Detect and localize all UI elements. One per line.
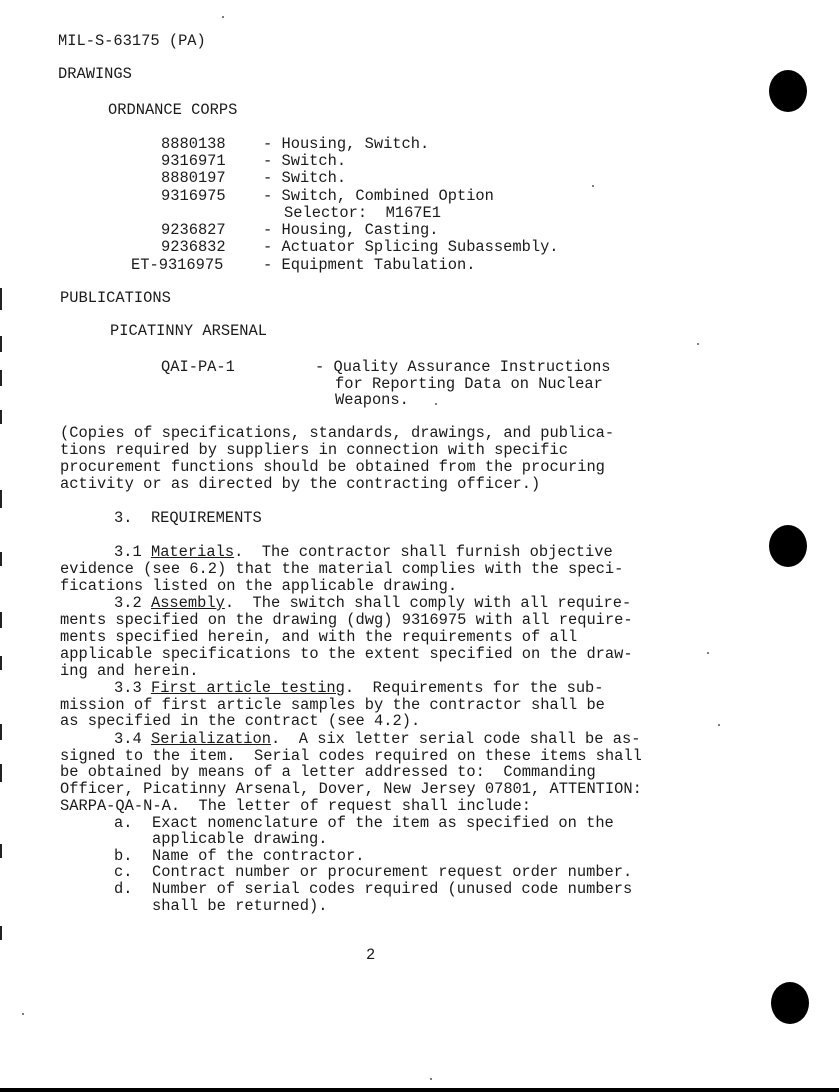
scan-speck bbox=[22, 1013, 24, 1015]
punch-hole bbox=[769, 525, 807, 567]
drawing-number: 8880197 bbox=[161, 169, 226, 187]
drawing-desc: - Switch. bbox=[263, 169, 347, 187]
drawing-desc: - Actuator Splicing Subassembly. bbox=[263, 238, 559, 256]
publication-desc-continued: Weapons. bbox=[335, 391, 409, 409]
scan-speck bbox=[592, 185, 594, 187]
list-item: Exact nomenclature of the item as specified on the bbox=[152, 814, 614, 832]
section-3-3-line: as specified in the contract (see 4.2). bbox=[60, 712, 421, 730]
scan-edge-mark bbox=[0, 724, 2, 740]
publications-heading: PUBLICATIONS bbox=[60, 289, 171, 307]
drawing-desc-continued: Selector: M167E1 bbox=[284, 204, 442, 222]
section-title: First article testing bbox=[150, 679, 345, 697]
publication-desc-continued: for Reporting Data on Nuclear bbox=[335, 375, 603, 393]
list-item: Name of the contractor. bbox=[152, 847, 365, 865]
publication-number: QAI-PA-1 bbox=[161, 358, 235, 376]
scan-edge-mark bbox=[0, 410, 2, 424]
copies-note-line: tions required by suppliers in connection with specific bbox=[60, 441, 568, 459]
section-3-2-line: ments specified on the drawing (dwg) 9316975 with all require- bbox=[60, 611, 633, 629]
scan-edge-mark bbox=[0, 926, 2, 940]
section-3-2-line: ing and herein. bbox=[60, 662, 199, 680]
section-3-3-line: mission of first article samples by the contractor shall be bbox=[60, 696, 605, 714]
requirements-heading: 3. REQUIREMENTS bbox=[114, 509, 262, 527]
list-marker: a. bbox=[114, 814, 133, 832]
drawings-heading: DRAWINGS bbox=[58, 65, 132, 83]
section-title: Materials bbox=[150, 543, 235, 561]
drawing-number: ET-9316975 bbox=[131, 256, 224, 274]
scan-bottom-edge bbox=[0, 1088, 839, 1092]
section-text: . Requirements for the sub- bbox=[344, 679, 604, 697]
scan-speck bbox=[222, 16, 224, 18]
scan-speck bbox=[697, 343, 699, 345]
punch-hole bbox=[769, 70, 807, 112]
drawing-number: 9316971 bbox=[161, 152, 226, 170]
drawing-number: 9316975 bbox=[161, 187, 226, 205]
section-number: 3.4 bbox=[114, 730, 151, 748]
section-3-2-line: applicable specifications to the extent specified on the draw- bbox=[60, 645, 633, 663]
punch-hole bbox=[771, 982, 809, 1024]
page-number: 2 bbox=[366, 946, 376, 964]
section-text: . A six letter serial code shall be as- bbox=[271, 730, 641, 748]
drawing-desc: - Switch. bbox=[263, 152, 347, 170]
section-title: Assembly bbox=[150, 594, 225, 612]
scan-edge-mark bbox=[0, 336, 2, 352]
scan-edge-mark bbox=[0, 288, 2, 310]
section-3-4-first-line bbox=[114, 731, 640, 748]
section-3-4-line: signed to the item. Serial codes required on these items shall bbox=[60, 747, 642, 765]
list-item-continued: applicable drawing. bbox=[152, 830, 328, 848]
list-item-continued: shall be returned). bbox=[152, 897, 328, 915]
list-item: Contract number or procurement request order number. bbox=[152, 863, 633, 881]
copies-note-line: (Copies of specifications, standards, drawings, and publica- bbox=[60, 424, 615, 442]
list-item: Number of serial codes required (unused code numbers bbox=[152, 880, 633, 898]
section-number: 3.1 bbox=[114, 543, 151, 561]
section-3-1-line: evidence (see 6.2) that the material complies with the speci- bbox=[60, 560, 624, 578]
section-3-2-first-line bbox=[114, 595, 631, 612]
list-marker: c. bbox=[114, 863, 133, 881]
drawing-number: 8880138 bbox=[161, 135, 226, 153]
scan-edge-mark bbox=[0, 490, 2, 508]
scan-edge-mark bbox=[0, 656, 2, 670]
publication-desc: - Quality Assurance Instructions bbox=[315, 358, 611, 376]
scan-speck bbox=[718, 724, 720, 726]
section-3-4-line: SARPA-QA-N-A. The letter of request shall include: bbox=[60, 797, 532, 815]
scan-edge-mark bbox=[0, 552, 2, 566]
scan-edge-mark bbox=[0, 370, 2, 386]
copies-note-line: activity or as directed by the contracting officer.) bbox=[60, 475, 541, 493]
section-3-1-line: fications listed on the applicable drawing. bbox=[60, 577, 458, 595]
drawing-number: 9236827 bbox=[161, 221, 226, 239]
drawing-desc: - Housing, Casting. bbox=[263, 221, 439, 239]
scan-edge-mark bbox=[0, 844, 2, 858]
list-marker: b. bbox=[114, 847, 133, 865]
section-3-4-line: be obtained by means of a letter addressed to: Commanding bbox=[60, 763, 596, 781]
section-3-3-first-line bbox=[114, 680, 604, 697]
list-marker: d. bbox=[114, 880, 133, 898]
section-text: . The contractor shall furnish objective bbox=[234, 543, 613, 561]
drawing-number: 9236832 bbox=[161, 238, 226, 256]
document-id: MIL-S-63175 (PA) bbox=[58, 32, 206, 50]
drawing-desc: - Equipment Tabulation. bbox=[263, 256, 476, 274]
section-title: Serialization bbox=[150, 730, 272, 748]
scan-edge-mark bbox=[0, 612, 2, 628]
scan-speck bbox=[435, 403, 437, 405]
section-3-4-line: Officer, Picatinny Arsenal, Dover, New Jersey 07801, ATTENTION: bbox=[60, 780, 642, 798]
copies-note-line: procurement functions should be obtained from the procuring bbox=[60, 458, 605, 476]
section-text: . The switch shall comply with all require- bbox=[224, 594, 632, 612]
scan-speck bbox=[707, 652, 709, 654]
scan-speck bbox=[430, 1078, 432, 1080]
scan-edge-mark bbox=[0, 764, 2, 782]
section-number: 3.3 bbox=[114, 679, 151, 697]
drawing-desc: - Switch, Combined Option bbox=[263, 187, 494, 205]
picatinny-arsenal-label: PICATINNY ARSENAL bbox=[110, 322, 268, 340]
drawing-desc: - Housing, Switch. bbox=[263, 135, 430, 153]
section-3-1-first-line bbox=[114, 544, 613, 561]
section-3-2-line: ments specified herein, and with the requirements of all bbox=[60, 628, 578, 646]
section-number: 3.2 bbox=[114, 594, 151, 612]
ordnance-corps-label: ORDNANCE CORPS bbox=[108, 101, 238, 119]
